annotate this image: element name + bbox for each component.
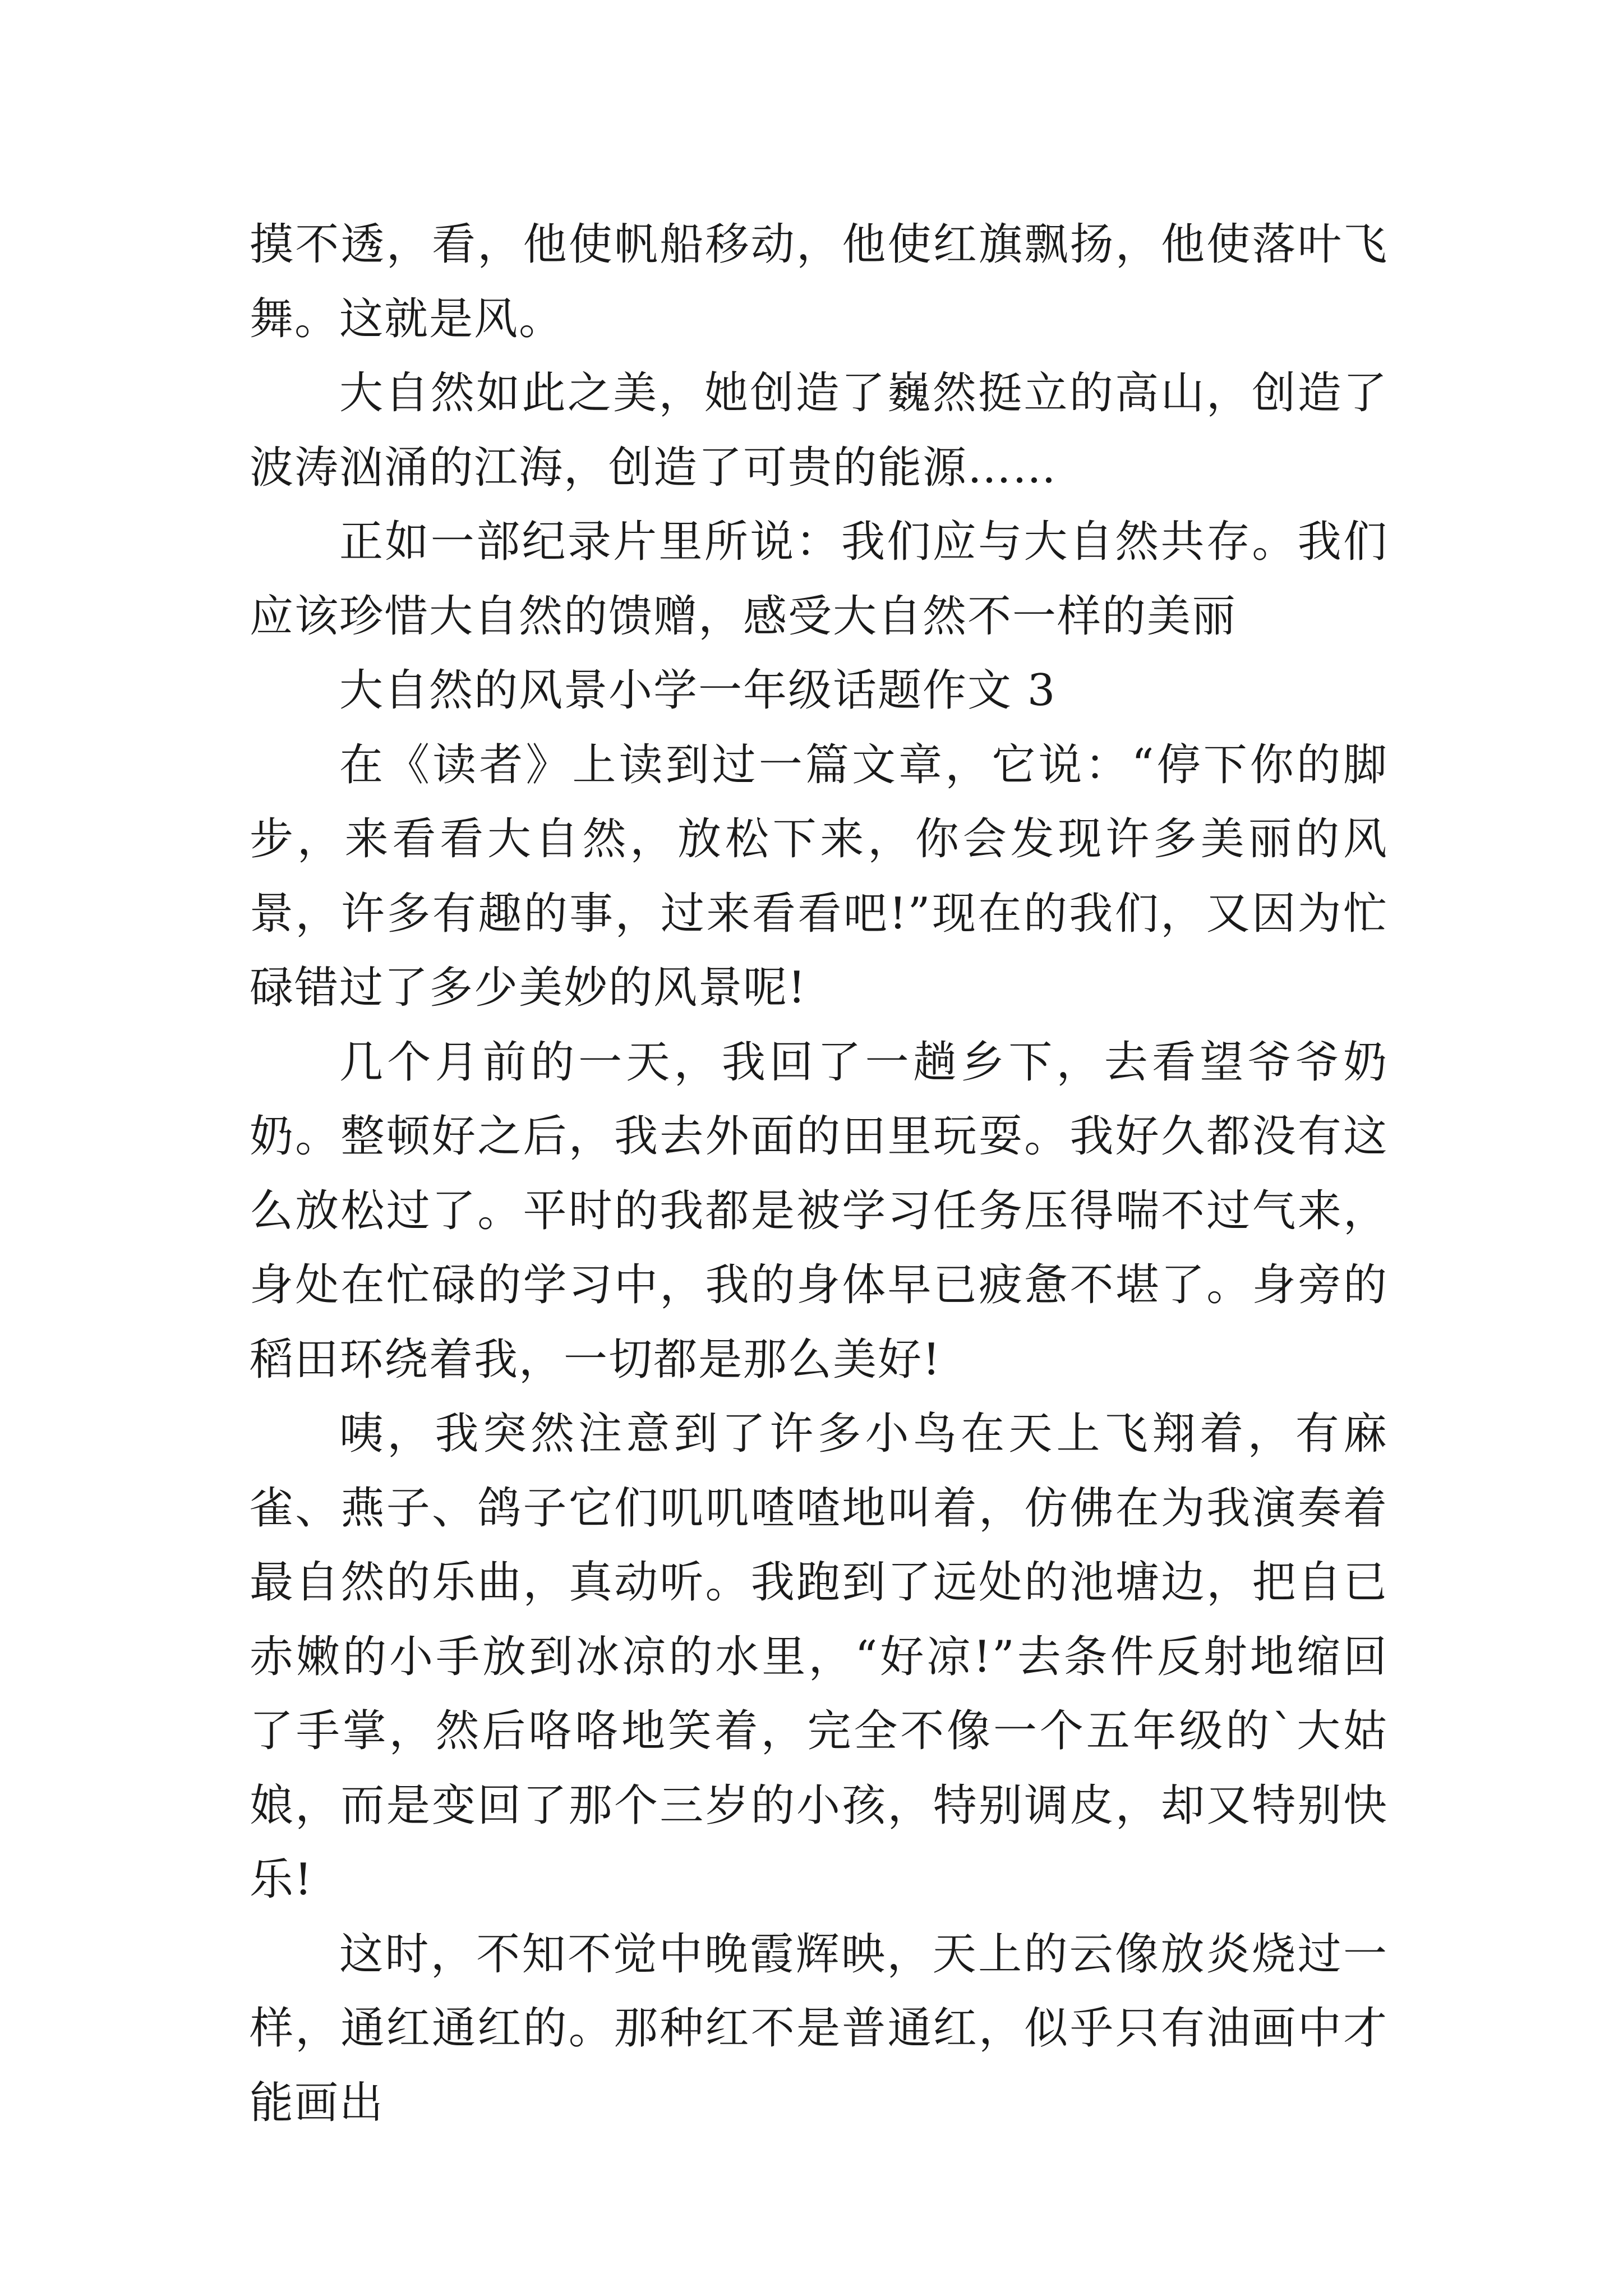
paragraph-5: 几个月前的一天，我回了一趟乡下，去看望爷爷奶奶。整顿好之后，我去外面的田里玩耍。我好久都没有这么放松过了。平时的我都是被学习任务压得喘不过气来，身处在忙碌的学习中，我的身体早已疲惫不堪了。身旁的稻田环绕着我，一切都是那么美好! [250,1037,1388,1385]
paragraph-6: 咦，我突然注意到了许多小鸟在天上飞翔着，有麻雀、燕子、鸽子它们叽叽喳喳地叫着，仿佛在为我演奏着最自然的乐曲，真动听。我跑到了远处的池塘边，把自已赤嫩的小手放到冰凉的水里，“好凉!”去条件反射地缩回了手掌，然后咯咯地笑着，完全不像一个五年级的`大姑娘，而是变回了那个三岁的小孩，特别调皮，却又特别快乐! [250,1409,1388,1905]
paragraph-3: 正如一部纪录片里所说：我们应与大自然共存。我们应该珍惜大自然的馈赠，感受大自然不一样的美丽 [250,517,1388,642]
document-body [250,208,1388,2140]
paragraph-1: 摸不透，看，他使帆船移动，他使红旗飘扬，他使落叶飞舞。这就是风。 [250,219,1388,344]
paragraph-4: 在《读者》上读到过一篇文章，它说：“停下你的脚步，来看看大自然，放松下来，你会发现许多美丽的风景，许多有趣的事，过来看看吧!”现在的我们，又因为忙碌错过了多少美妙的风景呢! [250,739,1388,1013]
paragraph-2: 大自然如此之美，她创造了巍然挺立的高山，创造了波涛汹涌的江海，创造了可贵的能源…… [250,368,1388,493]
section-heading: 大自然的风景小学一年级话题作文 3 [339,665,1057,716]
paragraph-7: 这时，不知不觉中晚霞辉映，天上的云像放炎烧过一样，通红通红的。那种红不是普通红，似乎只有油画中才能画出 [250,1929,1388,2128]
